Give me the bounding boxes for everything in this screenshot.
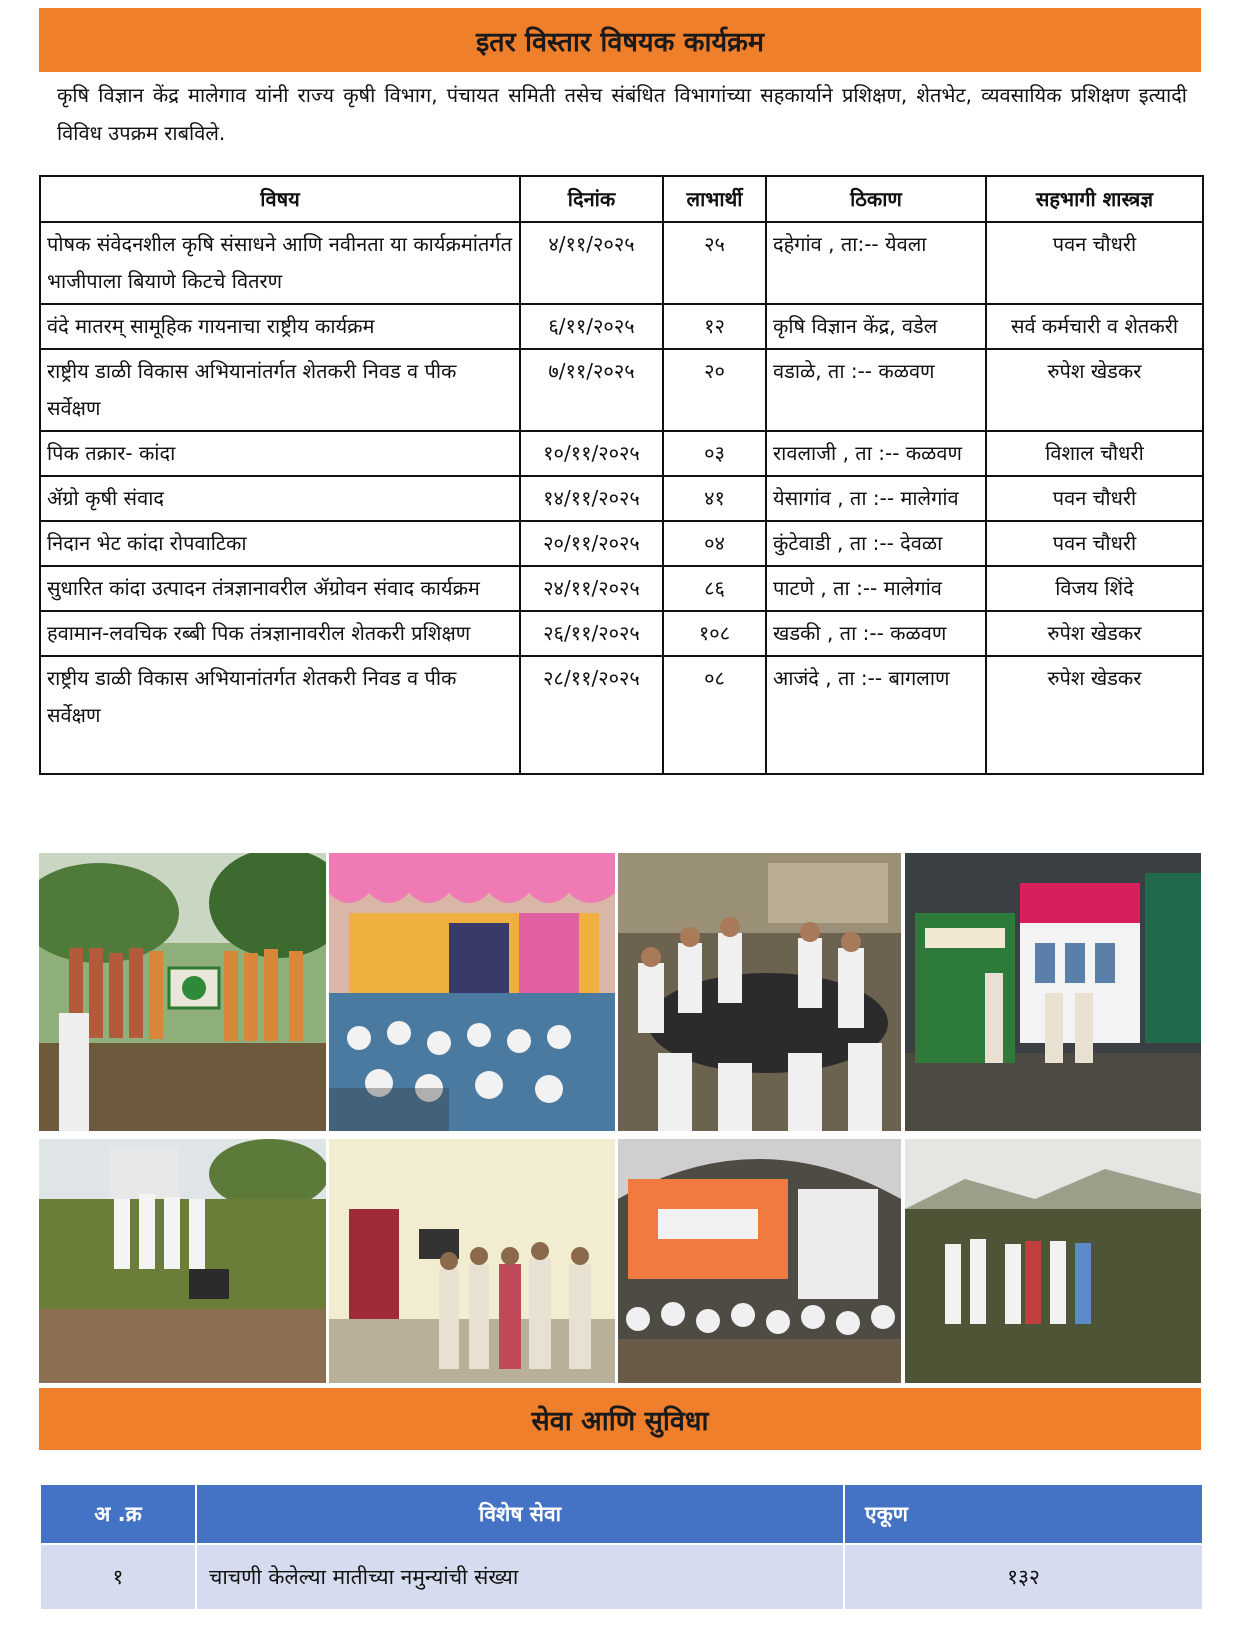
cell-total: १३२ (844, 1544, 1203, 1610)
cell-subject: राष्ट्रीय डाळी विकास अभियानांतर्गत शेतकरी निवड व पीक सर्वेक्षण (40, 656, 520, 774)
cell-date: २६/११/२०२५ (520, 611, 663, 656)
photo-gallery (39, 853, 1201, 1383)
field-visit-photo (39, 1139, 326, 1383)
cell-scientist: विजय शिंदे (986, 566, 1203, 611)
meeting-circle-photo (618, 853, 901, 1131)
cell-beneficiaries: २० (663, 349, 766, 431)
farmers-group-field-photo (39, 853, 326, 1131)
cell-beneficiaries: ०८ (663, 656, 766, 774)
section-title-extension-programs (39, 8, 1201, 72)
cell-beneficiaries: १२ (663, 304, 766, 349)
cell-subject: हवामान-लवचिक रब्बी पिक तंत्रज्ञानावरील शेतकरी प्रशिक्षण (40, 611, 520, 656)
cell-beneficiaries: ८६ (663, 566, 766, 611)
table-row (40, 656, 1203, 774)
field-survey-photo (905, 1139, 1201, 1383)
cell-subject: वंदे मातरम् सामूहिक गायनाचा राष्ट्रीय कार्यक्रम (40, 304, 520, 349)
cell-subject: पिक तक्रार- कांदा (40, 431, 520, 476)
cell-date: १०/११/२०२५ (520, 431, 663, 476)
cell-scientist: विशाल चौधरी (986, 431, 1203, 476)
cell-date: ७/११/२०२५ (520, 349, 663, 431)
services-table (39, 1483, 1204, 1611)
cell-beneficiaries: १०८ (663, 611, 766, 656)
header-subject: विषय (40, 176, 520, 222)
header-serial-no: अ .क्र (40, 1484, 196, 1544)
intro-paragraph: कृषि विज्ञान केंद्र मालेगाव यांनी राज्य कृषी विभाग, पंचायत समिती तसेच संबंधित विभागांच्या सहकार्याने प्रशिक्षण, शेतभेट, व्यवसायिक प्रशिक्षण इत्यादी विविध उपक्रम राबविले. (57, 83, 1187, 145)
header-service: विशेष सेवा (196, 1484, 844, 1544)
cell-place: कुंटेवाडी , ता :-- देवळा (766, 521, 986, 566)
cell-subject: ॲग्रो कृषी संवाद (40, 476, 520, 521)
table-row (40, 304, 1203, 349)
cell-scientist: सर्व कर्मचारी व शेतकरी (986, 304, 1203, 349)
cell-date: १४/११/२०२५ (520, 476, 663, 521)
cell-scientist: रुपेश खेडकर (986, 349, 1203, 431)
cell-beneficiaries: ४१ (663, 476, 766, 521)
section-title-services (39, 1388, 1201, 1450)
cell-place: आजंदे , ता :-- बागलाण (766, 656, 986, 774)
cell-subject: राष्ट्रीय डाळी विकास अभियानांतर्गत शेतकरी निवड व पीक सर्वेक्षण (40, 349, 520, 431)
header-scientist: सहभागी शास्त्रज्ञ (986, 176, 1203, 222)
programs-table (39, 175, 1204, 775)
cell-serial-no: १ (40, 1544, 196, 1610)
stage-event-photo (618, 1139, 901, 1383)
cell-date: २८/११/२०२५ (520, 656, 663, 774)
cell-subject: सुधारित कांदा उत्पादन तंत्रज्ञानावरील ॲग्रोवन संवाद कार्यक्रम (40, 566, 520, 611)
tent-gathering-photo (329, 853, 615, 1131)
table-row (40, 222, 1203, 304)
table-row (40, 521, 1203, 566)
table-row (40, 349, 1203, 431)
cell-place: वडाळे, ता :-- कळवण (766, 349, 986, 431)
cell-subject: पोषक संवेदनशील कृषि संसाधने आणि नवीनता या कार्यक्रमांतर्गत भाजीपाला बियाणे किटचे वितरण (40, 222, 520, 304)
table-row (40, 476, 1203, 521)
cell-date: ४/११/२०२५ (520, 222, 663, 304)
table-header-row (40, 176, 1203, 222)
table-row (40, 431, 1203, 476)
table-row (40, 1544, 1203, 1610)
cell-scientist: पवन चौधरी (986, 222, 1203, 304)
cell-place: रावलाजी , ता :-- कळवण (766, 431, 986, 476)
header-total: एकूण (844, 1484, 1203, 1544)
cell-beneficiaries: ०३ (663, 431, 766, 476)
cell-date: २०/११/२०२५ (520, 521, 663, 566)
section-title-text: सेवा आणि सुविधा (531, 1405, 709, 1437)
cell-beneficiaries: ०४ (663, 521, 766, 566)
cell-date: २४/११/२०२५ (520, 566, 663, 611)
cell-place: कृषि विज्ञान केंद्र, वडेल (766, 304, 986, 349)
cell-place: येसागांव , ता :-- मालेगांव (766, 476, 986, 521)
header-place: ठिकाण (766, 176, 986, 222)
cell-subject: निदान भेट कांदा रोपवाटिका (40, 521, 520, 566)
stall-exhibition-photo (905, 853, 1201, 1131)
cell-place: दहेगांव , ता:-- येवला (766, 222, 986, 304)
hall-training-photo (329, 1139, 615, 1383)
cell-scientist: रुपेश खेडकर (986, 656, 1203, 774)
table-row (40, 611, 1203, 656)
cell-beneficiaries: २५ (663, 222, 766, 304)
cell-place: खडकी , ता :-- कळवण (766, 611, 986, 656)
cell-service: चाचणी केलेल्या मातीच्या नमुन्यांची संख्या (196, 1544, 844, 1610)
cell-scientist: रुपेश खेडकर (986, 611, 1203, 656)
header-date: दिनांक (520, 176, 663, 222)
section-title-text: इतर विस्तार विषयक कार्यक्रम (475, 26, 765, 58)
cell-place: पाटणे , ता :-- मालेगांव (766, 566, 986, 611)
cell-date: ६/११/२०२५ (520, 304, 663, 349)
table-row (40, 566, 1203, 611)
header-beneficiaries: लाभार्थी (663, 176, 766, 222)
cell-scientist: पवन चौधरी (986, 521, 1203, 566)
table-header-row (40, 1484, 1203, 1544)
cell-scientist: पवन चौधरी (986, 476, 1203, 521)
